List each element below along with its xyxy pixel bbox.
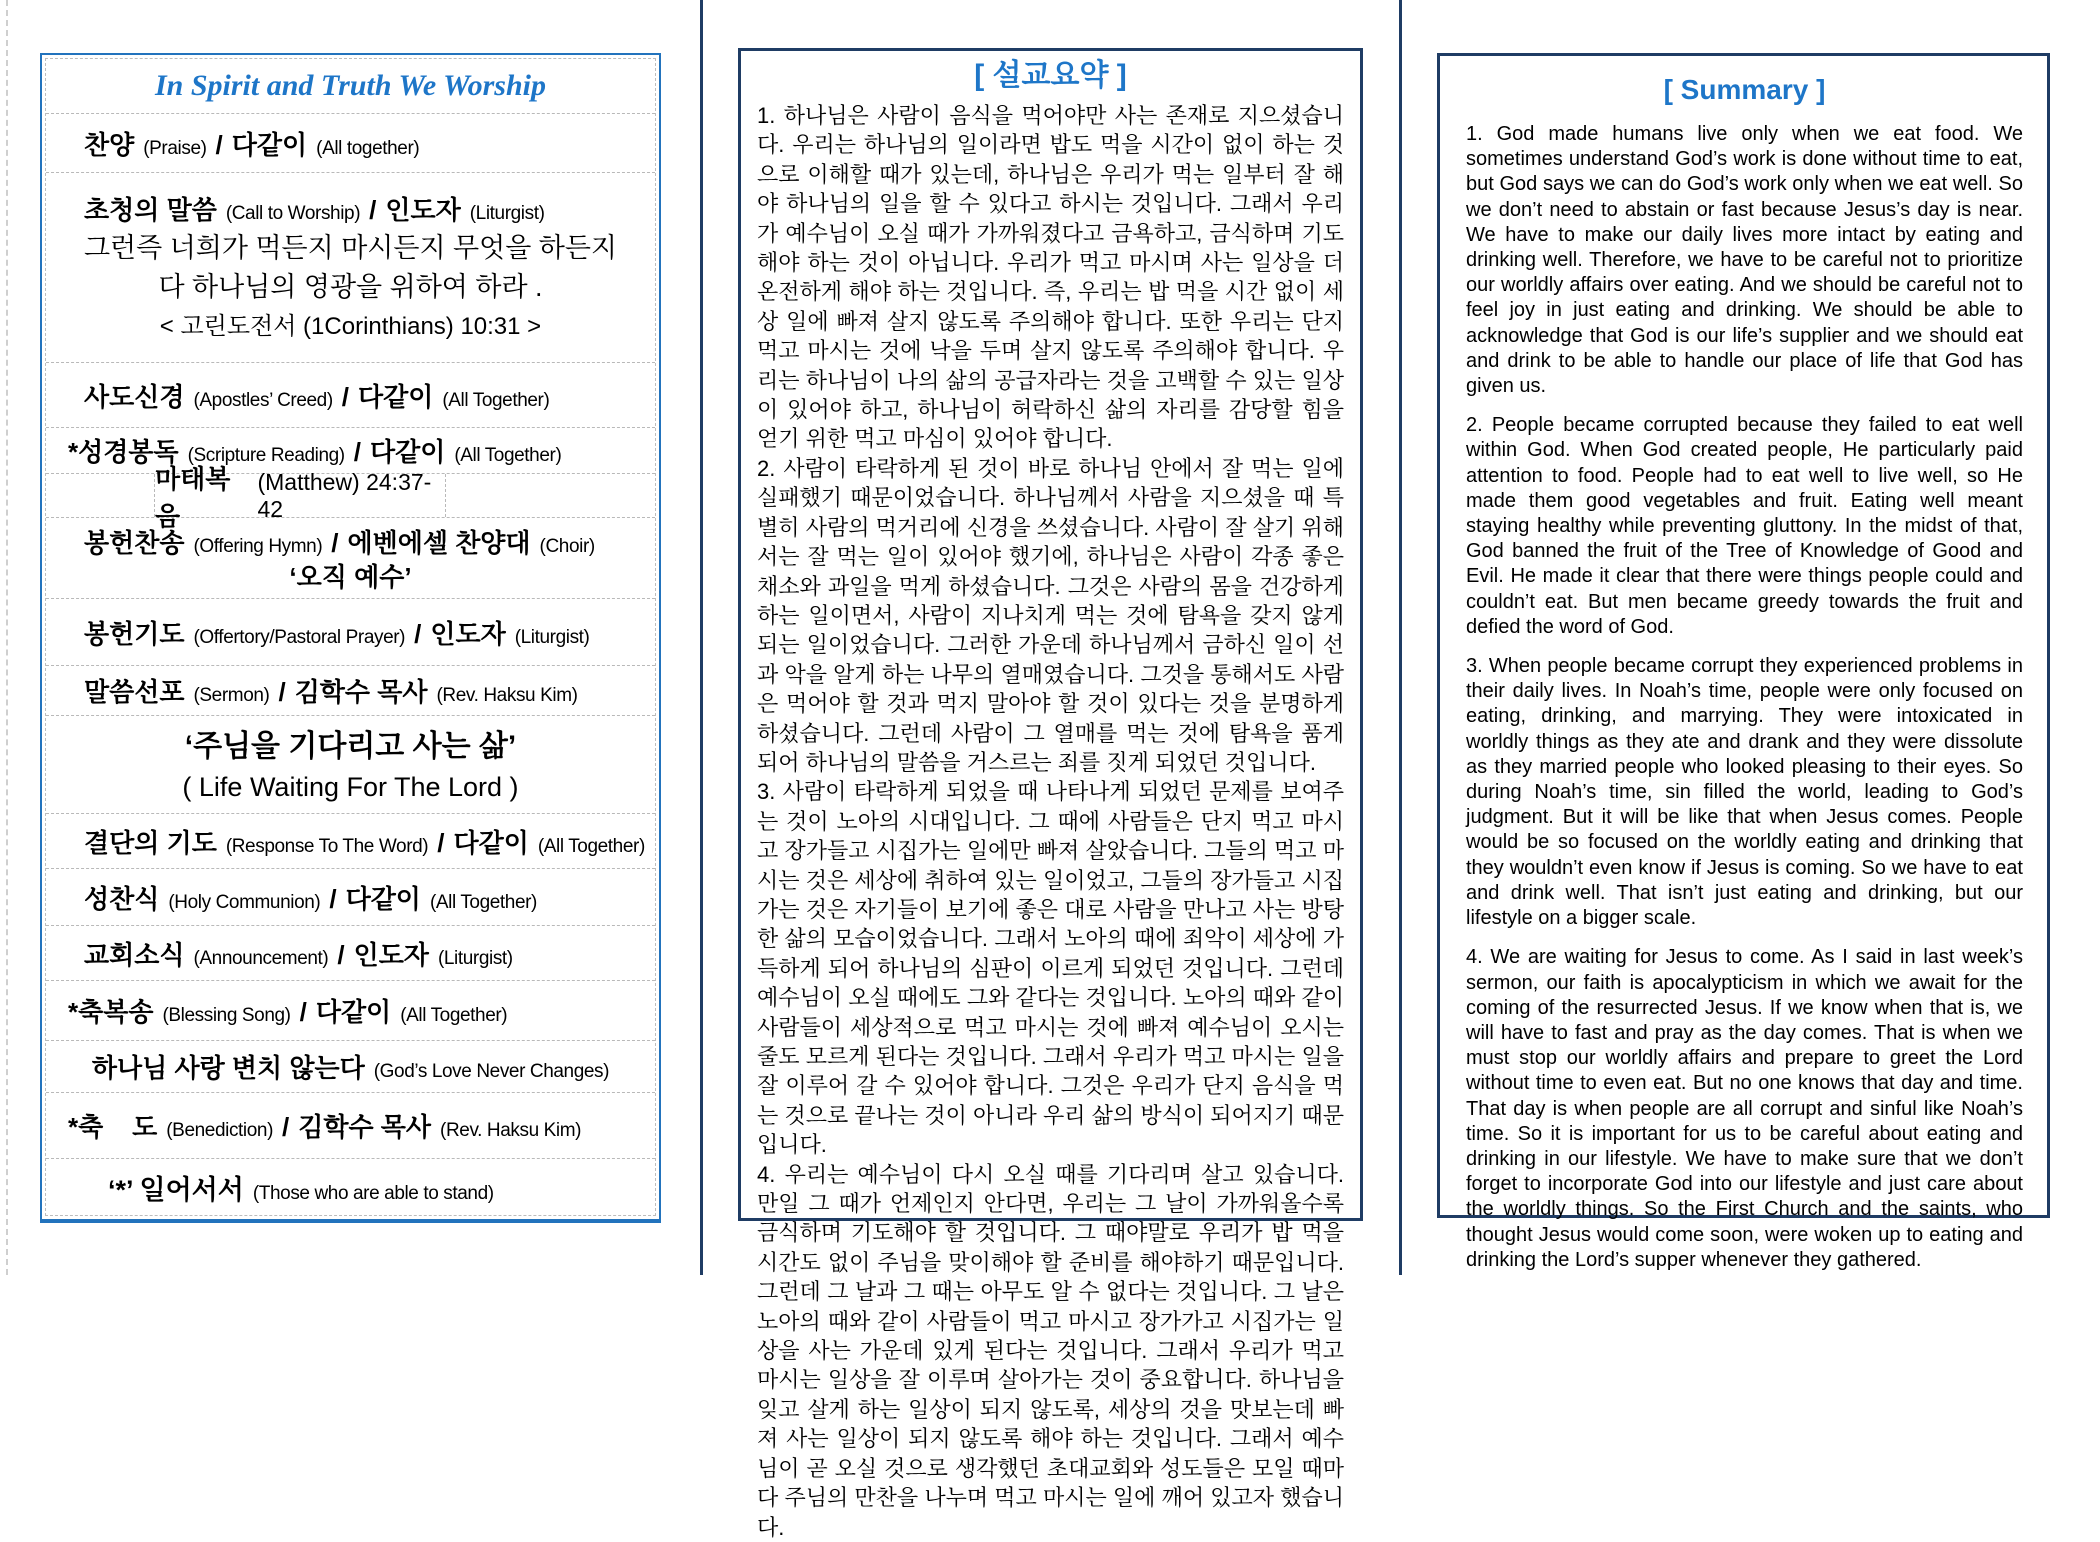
program-row-offertory-prayer — [46, 599, 655, 666]
separator: / — [282, 1112, 290, 1142]
program-row-response-prayer — [46, 814, 655, 869]
worship-order-panel — [40, 53, 661, 1223]
item-english: (Benediction) — [166, 1120, 273, 1141]
passage-book-korean: 마태복음 — [155, 463, 231, 531]
sermon-summary-panel-english — [1437, 53, 2050, 1271]
program-row-scripture-passage — [46, 463, 655, 531]
program-row-sermon-title — [46, 716, 655, 814]
separator: / — [369, 194, 377, 225]
english-summary-paragraph-2: 2. People became corrupted because they failed to eat well within God. When God created people, He particularly paid attention to food. People had to eat well to live well, so He made them good vegetables and fruit. Eating well meant staying healthy while preventing gluttony. In the midst of that, God banned the fruit of the Tree of Knowledge of Good and Evil. He made it clear that there were things people could and couldn’t eat. But men became greedy towards the fruit and defied the word of God. — [1466, 414, 2023, 638]
leader-korean: 김학수 목사 — [294, 677, 428, 707]
blessing-song-english: (God’s Love Never Changes) — [373, 1061, 610, 1082]
separator: / — [329, 883, 337, 914]
standing-note-korean: ‘*’ 일어서서 — [108, 1174, 244, 1205]
item-english: (Call to Worship) — [225, 202, 361, 224]
standing-note-english: (Those who are able to stand) — [252, 1182, 494, 1204]
item-korean: *축복송 — [68, 997, 154, 1027]
leader-english: (Choir) — [539, 535, 595, 557]
program-row-offering-hymn — [46, 518, 655, 599]
separator: / — [278, 677, 286, 707]
item-english: (Holy Communion) — [168, 891, 321, 913]
leader-english: (All together) — [316, 137, 420, 159]
item-korean: 성찬식 — [84, 883, 160, 914]
item-english: (Sermon) — [193, 685, 270, 706]
leader-korean: 다같이 — [315, 997, 392, 1027]
program-row-praise — [46, 114, 655, 173]
leader-korean: 인도자 — [385, 194, 461, 225]
separator: / — [337, 939, 345, 970]
item-korean: 말씀선포 — [84, 677, 185, 707]
item-korean: 결단의 기도 — [84, 827, 217, 858]
korean-summary-paragraph-3: 3. 사람이 타락하게 되었을 때 나타나게 되었던 문제를 보여주는 것이 노아의 시대입니다. 그 때에 사람들은 단지 먹고 마시고 장가들고 시집가는 일에만 빠져 살았습니다. 그들의 먹고 마시는 것은 세상에 취하여 있는 일이었고, 그들의 장가들고 시집가는 것은 자기들이 보기에 좋은 대로 사람을 만나고 사는 방탕한 삶의 모습이었습니다. 그래서 노아의 때에 죄악이 세상에 가득하게 되어 하나님의 심판이 이르게 되었던 것입니다. 그런데 예수님이 오실 때에도 그와 같다는 것입니다. 노아의 때와 같이 사람들이 세상적으로 먹고 마시는 것에 빠져 예수님이 오시는 줄도 모르게 된다는 것입니다. 그래서 우리가 먹고 마시는 일을 잘 이루어 갈 수 있어야 합니다. 그것은 우리가 단지 음식을 먹는 것으로 끝나는 것이 아니라 우리 삶의 방식이 되어지기 때문입니다. — [757, 779, 1344, 1158]
sermon-summary-title-english: [ Summary ] — [1663, 74, 1826, 105]
item-korean: 사도신경 — [84, 381, 185, 412]
leader-english: (All Together) — [454, 445, 562, 466]
item-korean: 교회소식 — [84, 939, 185, 970]
program-row-blessing-song-title — [46, 1041, 655, 1093]
program-row-scripture-reading — [46, 428, 655, 474]
leader-english: (Rev. Haksu Kim) — [436, 685, 578, 706]
separator: / — [353, 437, 361, 467]
korean-summary-paragraph-4: 4. 우리는 예수님이 다시 오실 때를 기다리며 살고 있습니다. 만일 그 때가 언제인지 안다면, 우리는 그 날이 가까워올수록 금식하며 기도해야 할 것입니다. 그 때야말로 우리가 밥 먹을 시간도 없이 주님을 맞이해야 할 준비를 해야하기 때문입니다. 그런데 그 날과 그 때는 아무도 알 수 없다는 것입니다. 그 날은 노아의 때와 같이 사람들이 먹고 마시고 장가가고 시집가는 일상을 사는 가운데 있게 된다는 것입니다. 그래서 우리가 먹고 마시는 일상을 잘 이루며 살아가는 것이 중요합니다. 하나님을 잊고 살게 하는 일상이 되지 않도록, 세상의 것을 맛보는데 빠져 사는 일상이 되지 않도록 해야 하는 것입니다. 그래서 예수님이 곧 오실 것으로 생각했던 초대교회와 성도들은 모일 때마다 주님의 만찬을 나누며 먹고 마시는 일에 깨어 있고자 했습니다. — [757, 1161, 1344, 1540]
separator: / — [414, 618, 422, 649]
leader-korean: 인도자 — [430, 618, 506, 649]
sermon-title-english: ( Life Waiting For The Lord ) — [182, 771, 519, 802]
call-verse-line-1: 그런즉 너희가 먹든지 마시든지 무엇을 하든지 — [83, 232, 618, 263]
sermon-summary-panel-korean — [738, 48, 1363, 1540]
leader-korean: 다같이 — [357, 381, 434, 412]
english-summary-paragraph-1: 1. God made humans live only when we eat food. We sometimes understand God’s work is done without time to eat, but God says we can do God’s work only when we eat well. So we don’t need to abstain or fast because Jesus’s day is near. We have to make our daily lives more intact by eating and drinking well. Therefore, we have to be careful not to prioritize our worldly affairs over eating. And we should be careful not to feel joy in just eating and drinking. We should be able to acknowledge that God is our life’s supplier and we should eat and drink to be able to handle our place of life that God has given us. — [1466, 123, 2023, 398]
leader-korean: 다같이 — [369, 437, 446, 467]
korean-summary-paragraph-1: 1. 하나님은 사람이 음식을 먹어야만 사는 존재로 지으셨습니다. 우리는 하나님의 일이라면 밥도 먹을 시간이 없이 하는 것으로 이해할 때가 있는데, 하나님은 우리가 먹는 일부터 잘 해야 하나님의 일을 할 수 있다고 하시는 것입니다. 그래서 우리가 예수님이 오실 때가 가까워졌다고 금욕하고, 금식하며 기도해야 하는 것이 아닙니다. 우리가 먹고 마시며 사는 일상을 더 온전하게 해야 하는 것입니다. 즉, 우리는 밥 먹을 시간 없이 세상 일에 빠져 살지 않도록 주의해야 합니다. 또한 우리는 단지 먹고 마시는 것에 낙을 두며 살지 않도록 주의해야 합니다. 우리는 하나님이 나의 삶의 공급자라는 것을 고백할 수 있는 일상이 있어야 하고, 하나님이 허락하신 삶의 자리를 감당할 힘을 얻기 위한 먹고 마심이 있어야 합니다. — [757, 103, 1344, 452]
program-row-blessing-song — [46, 981, 655, 1041]
leader-english: (All Together) — [400, 1005, 508, 1026]
worship-order-header-row — [46, 59, 655, 114]
korean-summary-paragraph-2: 2. 사람이 타락하게 된 것이 바로 하나님 안에서 잘 먹는 일에 실패했기 때문이었습니다. 하나님께서 사람을 지으셨을 때 특별히 사람의 먹거리에 신경을 쓰셨습니다. 사람이 잘 살기 위해서는 잘 먹는 일이 있어야 했기에, 하나님은 사람이 각종 좋은 채소와 과일을 먹게 하셨습니다. 그것은 사람의 몸을 건강하게 하는 일이면서, 사람이 지나치게 먹는 것에 탐욕을 갖지 않게 되는 일이었습니다. 그러한 가운데 하나님께서 금하신 일이 선과 악을 알게 하는 나무의 열매였습니다. 그것을 통해서도 사람은 먹어야 할 것과 먹지 말아야 할 것이 있다는 것을 분명하게 하셨습니다. 그런데 사람이 그 열매를 먹는 것에 탐욕을 품게 되어 하나님의 말씀을 거스르는 죄를 짓게 되었던 것입니다. — [757, 455, 1344, 775]
program-row-call-to-worship — [46, 173, 655, 363]
item-english: (Offertory/Pastoral Prayer) — [193, 626, 406, 648]
leader-english: (Liturgist) — [469, 202, 545, 224]
program-row-holy-communion — [46, 869, 655, 926]
leader-english: (Liturgist) — [514, 626, 590, 648]
leader-english: (All Together) — [537, 835, 645, 857]
passage-reference: (Matthew) 24:37-42 — [257, 468, 432, 522]
separator: / — [331, 527, 339, 558]
item-korean: 찬양 — [84, 129, 135, 160]
program-row-standing-note — [46, 1159, 655, 1215]
item-english: (Apostles’ Creed) — [193, 389, 333, 411]
page-divider-2 — [1399, 0, 1402, 1275]
leader-english: (Liturgist) — [437, 947, 513, 969]
call-verse-reference: < 고린도전서 (1Corinthians) 10:31 > — [159, 312, 542, 340]
leader-korean: 인도자 — [353, 939, 429, 970]
item-korean: *축 도 — [68, 1112, 158, 1142]
leader-korean: 다같이 — [345, 883, 421, 914]
separator: / — [341, 381, 349, 412]
item-english: (Offering Hymn) — [193, 535, 323, 557]
program-row-announcement — [46, 926, 655, 981]
leader-korean: 김학수 목사 — [298, 1112, 432, 1142]
page-divider-1 — [700, 0, 703, 1275]
leader-korean: 다같이 — [231, 129, 308, 160]
leader-english: (All Together) — [429, 891, 537, 913]
program-row-sermon — [46, 666, 655, 716]
leader-english: (Rev. Haksu Kim) — [440, 1120, 582, 1141]
item-english: (Scripture Reading) — [187, 445, 345, 466]
leader-english: (All Together) — [442, 389, 550, 411]
item-korean: 봉헌기도 — [84, 618, 185, 649]
sermon-title-korean: ‘주님을 기다리고 사는 삶’ — [184, 729, 517, 763]
page-fold-guide-left — [6, 0, 8, 1275]
scripture-passage-cell — [154, 463, 446, 531]
sermon-summary-title-korean: [ 설교요약 ] — [974, 59, 1127, 92]
item-korean: *성경봉독 — [68, 437, 179, 467]
item-korean: 초청의 말씀 — [84, 194, 217, 225]
english-summary-paragraph-3: 3. When people became corrupt they experienced problems in their daily lives. In Noah’s time, people were only focused on eating, drinking, and marrying. They were intoxicated in worldly things as they ate and drank and they were dissolute as they married people who looked pleasing to their eyes. So during Noah’s time, sin filled the world, leading to God’s judgment. But it will be like that when Jesus comes. People would be so focused on the worldly eating and drinking that they wouldn’t even know if Jesus is coming. So we have to eat and drink well. That isn’t just eating and drinking, but our lifestyle on a bigger scale. — [1466, 655, 2023, 930]
worship-order-inner-frame — [45, 58, 656, 1216]
program-row-benediction — [46, 1093, 655, 1159]
separator: / — [299, 997, 307, 1027]
separator: / — [215, 129, 223, 160]
item-english: (Response To The Word) — [225, 835, 429, 857]
leader-korean: 다같이 — [453, 827, 529, 858]
offering-hymn-song-title: ‘오직 예수’ — [289, 561, 412, 592]
call-verse-line-2: 다 하나님의 영광을 위하여 하라 . — [158, 271, 543, 302]
program-row-apostles-creed — [46, 363, 655, 428]
leader-korean: 에벤에셀 찬양대 — [347, 527, 531, 558]
blessing-song-korean: 하나님 사랑 변치 않는다 — [91, 1053, 365, 1083]
english-summary-paragraph-4: 4. We are waiting for Jesus to come. As I said in last week’s sermon, our faith is apocalypticism in which we await for the coming of the resurrected Jesus. If we know when that is, we will have to fast and pray as the day comes. That is when we must stop our worldly affairs and prepare to greet the Lord without time to even eat. But no one knows that day and time. That day is when people are all corrupt and sinful like Noah’s time. So it is important for us to be careful about eating and drinking in our lifestyle. We have to make sure that we don’t forget to incorporate God into our lifestyle and just care about the worldly things. So the First Church and the saints, who thought Jesus would come soon, were woken up to eating and drinking the Lord’s supper whenever they gathered. — [1466, 946, 2023, 1271]
separator: / — [437, 827, 445, 858]
item-korean: 봉헌찬송 — [84, 527, 185, 558]
item-english: (Announcement) — [193, 947, 329, 969]
worship-order-title: In Spirit and Truth We Worship — [155, 69, 546, 102]
item-english: (Praise) — [143, 137, 207, 159]
item-english: (Blessing Song) — [162, 1005, 291, 1026]
